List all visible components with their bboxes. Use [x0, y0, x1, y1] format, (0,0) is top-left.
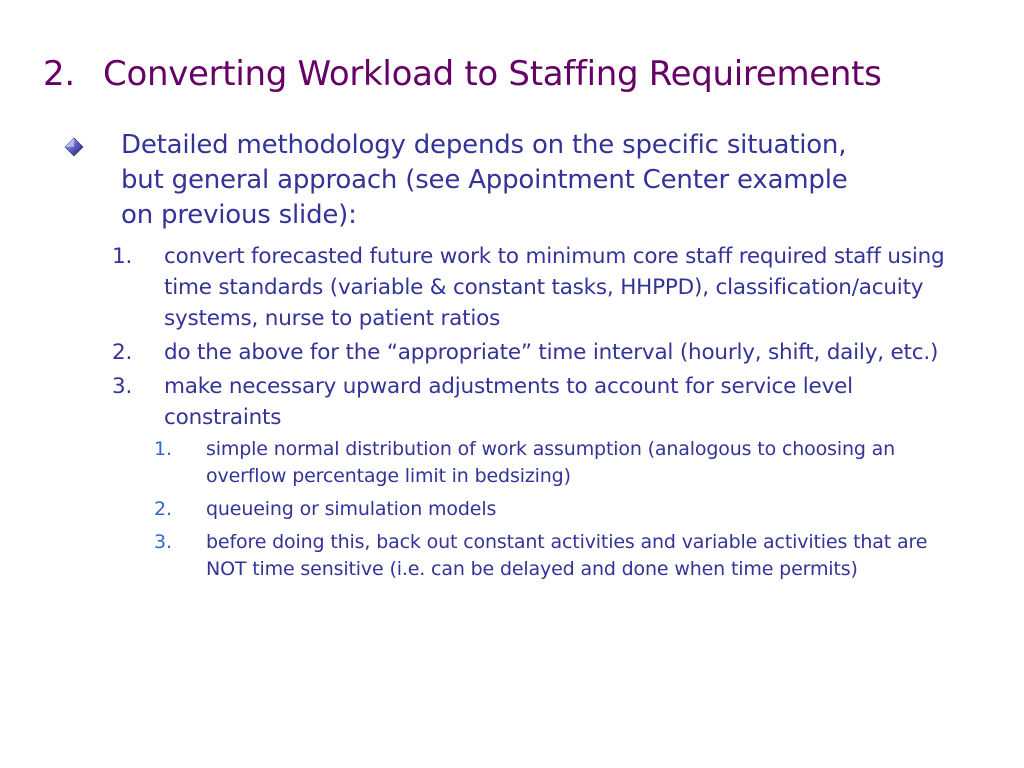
- slide-title: [43, 52, 882, 96]
- step-number: 2.: [112, 340, 133, 365]
- substep-number: 2.: [154, 498, 172, 520]
- substeps-list: [154, 436, 952, 583]
- diamond-bullet-icon: [64, 137, 84, 157]
- substep-item: [154, 496, 952, 523]
- step-item: [112, 371, 952, 583]
- substep-number: 3.: [154, 531, 172, 553]
- step-text: convert forecasted future work to minimum core staff required staff using time standards (variable & constant tasks, HHPPD), classification/acuity systems, nurse to patient ratios: [164, 244, 945, 331]
- step-number: 1.: [112, 244, 133, 269]
- slide-title-number: 2.: [43, 54, 75, 94]
- substep-item: [154, 529, 952, 583]
- substep-item: [154, 436, 952, 490]
- step-item: [112, 337, 952, 368]
- step-item: [112, 241, 952, 334]
- substep-text: before doing this, back out constant activities and variable activities that are NOT time sensitive (i.e. can be delayed and done when time permits): [206, 531, 928, 580]
- step-number: 3.: [112, 374, 133, 399]
- substep-number: 1.: [154, 438, 172, 460]
- substep-text: queueing or simulation models: [206, 498, 497, 520]
- main-bullet-text: Detailed methodology depends on the specific situation, but general approach (see Appointment Center example on previous slide):: [121, 130, 848, 230]
- main-bullet: [64, 128, 864, 233]
- substep-text: simple normal distribution of work assumption (analogous to choosing an overflow percentage limit in bedsizing): [206, 438, 896, 487]
- slide-title-text: Converting Workload to Staffing Requirements: [103, 54, 882, 94]
- steps-list: [112, 241, 952, 589]
- step-text: do the above for the “appropriate” time interval (hourly, shift, daily, etc.): [164, 340, 939, 365]
- step-text: make necessary upward adjustments to account for service level constraints: [164, 374, 853, 430]
